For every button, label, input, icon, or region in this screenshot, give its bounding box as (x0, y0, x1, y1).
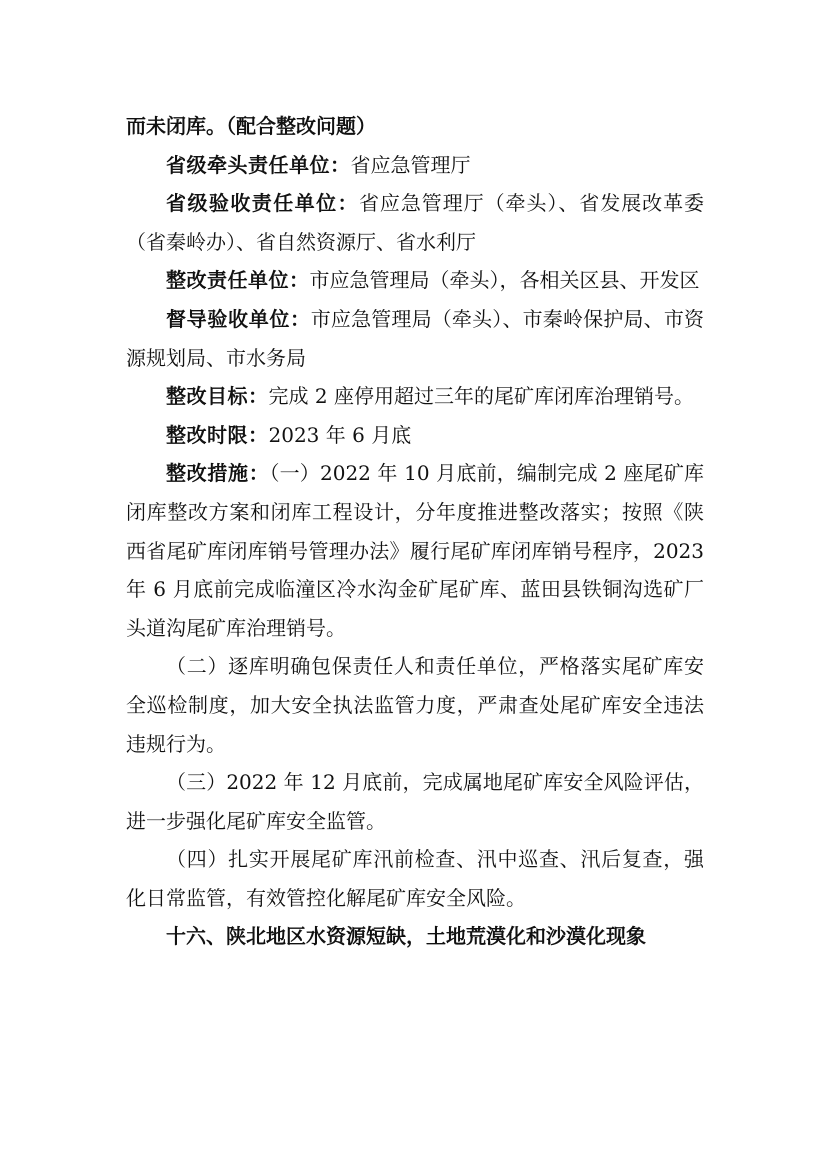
measures-paragraph-1 (126, 454, 704, 647)
measures-paragraph-2: （二）逐库明确包保责任人和责任单位，严格落实尾矿库安全巡检制度，加大安全执法监管力度，严肃查处尾矿库安全违法违规行为。 (126, 654, 704, 756)
supervision-unit-paragraph (126, 300, 704, 377)
provincial-lead-value: 省应急管理厅 (350, 152, 471, 177)
deadline-label: 整改时限： (166, 422, 269, 447)
rectification-unit-value: 市应急管理局（牵头），各相关区县、开发区 (309, 268, 700, 293)
provincial-acceptance-label: 省级验收责任单位： (166, 191, 359, 216)
section-heading: 十六、陕北地区水资源短缺，土地荒漠化和沙漠化现象 (166, 924, 646, 949)
measures-paragraph-3: （三）2022 年 12 月底前，完成属地尾矿库安全风险评估，进一步强化尾矿库安全监管。 (126, 770, 704, 833)
intro-line: 而未闭库。（配合整改问题） (126, 114, 376, 138)
supervision-unit-value: 市应急管理局（牵头）、市秦岭保护局、市资源规划局、市水务局 (126, 306, 705, 370)
measures-item-1: （一）2022 年 10 月底前，编制完成 2 座尾矿库闭库整改方案和闭库工程设计，分年度推进整改落实；按照《陕西省尾矿库闭库销号管理办法》履行尾矿库闭库销号程序，2023 年 6 月底前完成临潼区冷水沟金矿尾矿库、蓝田县铁铜沟选矿厂头道沟尾矿库治理销号。 (126, 461, 705, 640)
document-body (126, 107, 704, 956)
rectification-unit-label: 整改责任单位： (166, 268, 310, 293)
goal-label: 整改目标： (166, 384, 269, 409)
deadline-paragraph (126, 416, 704, 455)
goal-paragraph (126, 377, 704, 416)
measures-paragraph-4: （四）扎实开展尾矿库汛前检查、汛中巡查、汛后复查，强化日常监管，有效管控化解尾矿库安全风险。 (126, 847, 704, 910)
provincial-lead-label: 省级牵头责任单位： (166, 152, 351, 177)
provincial-lead-paragraph (126, 146, 704, 185)
provincial-acceptance-paragraph (126, 184, 704, 261)
rectification-unit-paragraph (126, 261, 704, 300)
deadline-value: 2023 年 6 月底 (268, 422, 412, 447)
goal-value: 完成 2 座停用超过三年的尾矿库闭库治理销号。 (268, 384, 694, 409)
supervision-unit-label: 督导验收单位： (166, 306, 311, 331)
measures-label: 整改措施： (166, 461, 270, 486)
provincial-acceptance-value: 省应急管理厅（牵头）、省发展改革委（省秦岭办）、省自然资源厅、省水利厅 (126, 191, 705, 254)
